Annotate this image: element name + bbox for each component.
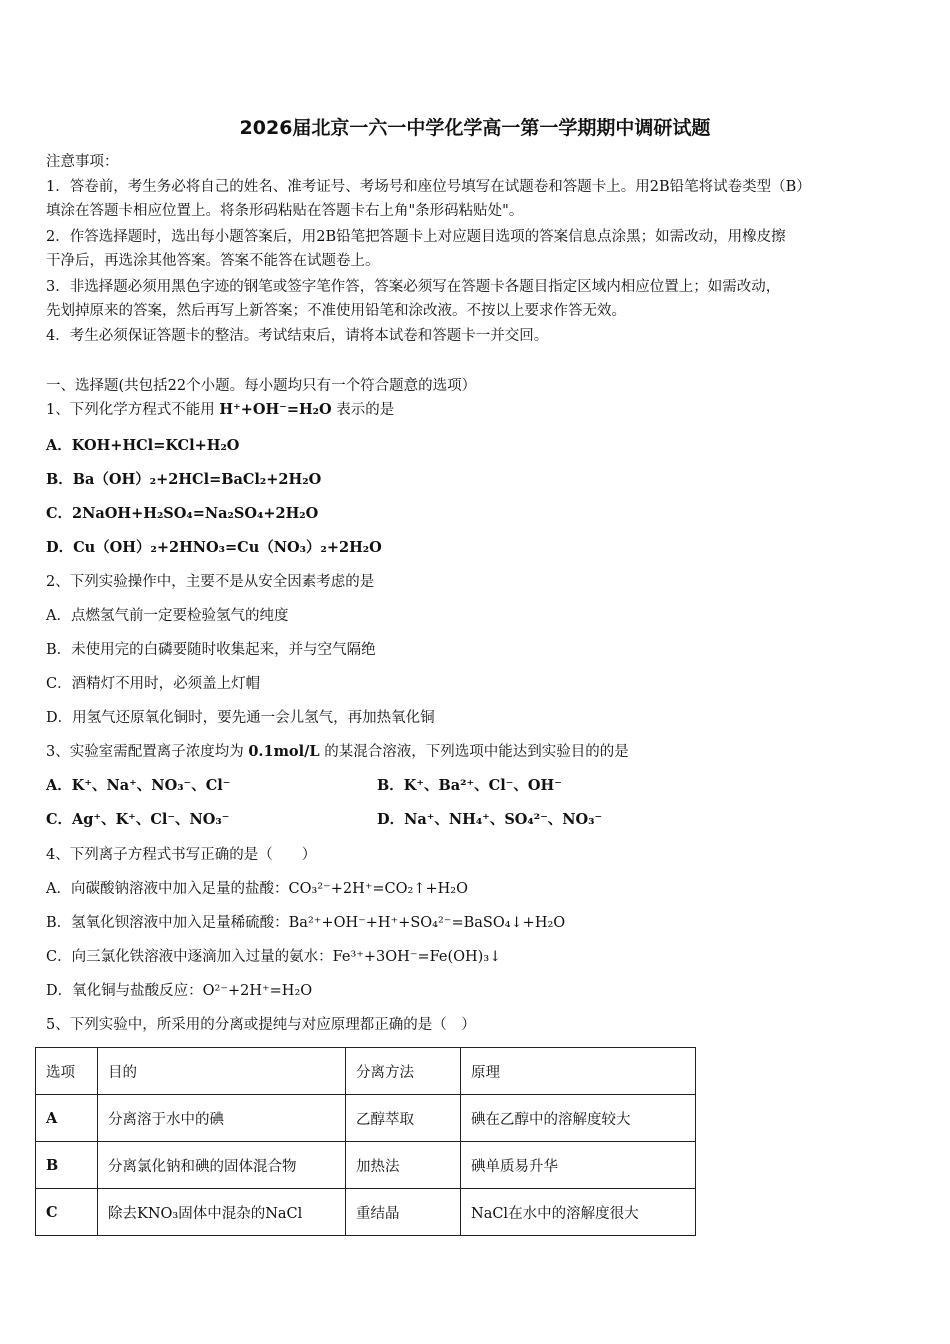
- table-cell: B: [36, 1142, 98, 1189]
- table-row: [36, 1142, 696, 1189]
- notice-line: 1．答卷前，考生务必将自己的姓名、准考证号、考场号和座位号填写在试题卷和答题卡上。用2B铅笔将试卷类型（B）: [46, 179, 811, 195]
- section-heading: 一、选择题(共包括22个小题。每小题均只有一个符合题意的选项）: [46, 378, 477, 394]
- question-3-concentration: 0.1mol/L: [248, 743, 320, 760]
- question-1-option-a: A．KOH+HCl=KCl+H₂O: [46, 437, 240, 454]
- question-5-stem: 5、下列实验中，所采用的分离或提纯与对应原理都正确的是（ ）: [46, 1017, 476, 1033]
- page-title: 2026届北京一六一中学化学高一第一学期期中调研试题: [239, 117, 711, 139]
- question-4-option-d: D．氧化铜与盐酸反应：O²⁻+2H⁺=H₂O: [46, 983, 313, 999]
- table-cell: 分离氯化钠和碘的固体混合物: [98, 1142, 346, 1189]
- question-2-option-d: D．用氢气还原氧化铜时，要先通一会儿氢气，再加热氧化铜: [46, 710, 435, 726]
- question-4-option-b: B．氢氧化钡溶液中加入足量稀硫酸：Ba²⁺+OH⁻+H⁺+SO₄²⁻=BaSO₄↓+H₂O: [46, 915, 566, 931]
- table-row: [36, 1095, 696, 1142]
- notice-line: 4．考生必须保证答题卡的整洁。考试结束后，请将本试卷和答题卡一并交回。: [46, 328, 549, 344]
- table-cell: C: [36, 1189, 98, 1236]
- table-cell: 除去KNO₃固体中混杂的NaCl: [98, 1189, 346, 1236]
- table-header-cell: 原理: [461, 1048, 696, 1095]
- table-cell: A: [36, 1095, 98, 1142]
- notice-line: 2．作答选择题时，选出每小题答案后，用2B铅笔把答题卡上对应题目选项的答案信息点涂黑；如需改动，用橡皮擦: [46, 229, 786, 245]
- question-2-option-c: C．酒精灯不用时，必须盖上灯帽: [46, 676, 261, 692]
- notice-line: 3．非选择题必须用黑色字迹的钢笔或签字笔作答，答案必须写在答题卡各题目指定区域内相应位置上；如需改动，: [46, 279, 781, 295]
- table-cell: 加热法: [346, 1142, 461, 1189]
- notice-heading: 注意事项：: [46, 154, 119, 170]
- question-2-option-b: B．未使用完的白磷要随时收集起来，并与空气隔绝: [46, 642, 376, 658]
- question-3-option-b: B．K⁺、Ba²⁺、Cl⁻、OH⁻: [377, 777, 562, 794]
- question-4-option-a: A．向碳酸钠溶液中加入足量的盐酸：CO₃²⁻+2H⁺=CO₂↑+H₂O: [46, 881, 468, 897]
- question-1-stem: 1、下列化学方程式不能用 H⁺+OH⁻=H₂O 表示的是: [46, 401, 395, 418]
- question-1-option-b: B．Ba（OH）₂+2HCl=BaCl₂+2H₂O: [46, 471, 322, 488]
- question-3-stem: 3、实验室需配置离子浓度均为 0.1mol/L 的某混合溶液，下列选项中能达到实验目的的是: [46, 743, 629, 760]
- question-5-table: [35, 1047, 696, 1236]
- notice-line: 先划掉原来的答案，然后再写上新答案；不准使用铅笔和涂改液。不按以上要求作答无效。: [46, 303, 626, 319]
- question-3-option-d: D．Na⁺、NH₄⁺、SO₄²⁻、NO₃⁻: [377, 811, 603, 828]
- question-1-equation: H⁺+OH⁻=H₂O: [219, 401, 332, 418]
- table-row: [36, 1189, 696, 1236]
- table-header-cell: 目的: [98, 1048, 346, 1095]
- table-cell: 碘单质易升华: [461, 1142, 696, 1189]
- table-header-cell: 分离方法: [346, 1048, 461, 1095]
- question-1-option-d: D．Cu（OH）₂+2HNO₃=Cu（NO₃）₂+2H₂O: [46, 539, 382, 556]
- table-cell: 乙醇萃取: [346, 1095, 461, 1142]
- question-4-option-c: C．向三氯化铁溶液中逐滴加入过量的氨水：Fe³⁺+3OH⁻=Fe(OH)₃↓: [46, 949, 502, 965]
- notice-line: 填涂在答题卡相应位置上。将条形码粘贴在答题卡右上角"条形码粘贴处"。: [46, 203, 524, 219]
- table-cell: NaCl在水中的溶解度很大: [461, 1189, 696, 1236]
- question-3-option-c: C．Ag⁺、K⁺、Cl⁻、NO₃⁻: [46, 811, 230, 828]
- table-cell: 分离溶于水中的碘: [98, 1095, 346, 1142]
- question-1-option-c: C．2NaOH+H₂SO₄=Na₂SO₄+2H₂O: [46, 505, 319, 522]
- table-cell: 重结晶: [346, 1189, 461, 1236]
- question-3-option-a: A．K⁺、Na⁺、NO₃⁻、Cl⁻: [46, 777, 231, 794]
- notice-line: 干净后，再选涂其他答案。答案不能答在试题卷上。: [46, 253, 380, 269]
- question-2-stem: 2、下列实验操作中，主要不是从安全因素考虑的是: [46, 574, 375, 590]
- table-header-row: [36, 1048, 696, 1095]
- question-4-stem: 4、下列离子方程式书写正确的是（ ）: [46, 847, 317, 863]
- table-header-cell: 选项: [36, 1048, 98, 1095]
- table-cell: 碘在乙醇中的溶解度较大: [461, 1095, 696, 1142]
- question-2-option-a: A．点燃氢气前一定要检验氢气的纯度: [46, 608, 289, 624]
